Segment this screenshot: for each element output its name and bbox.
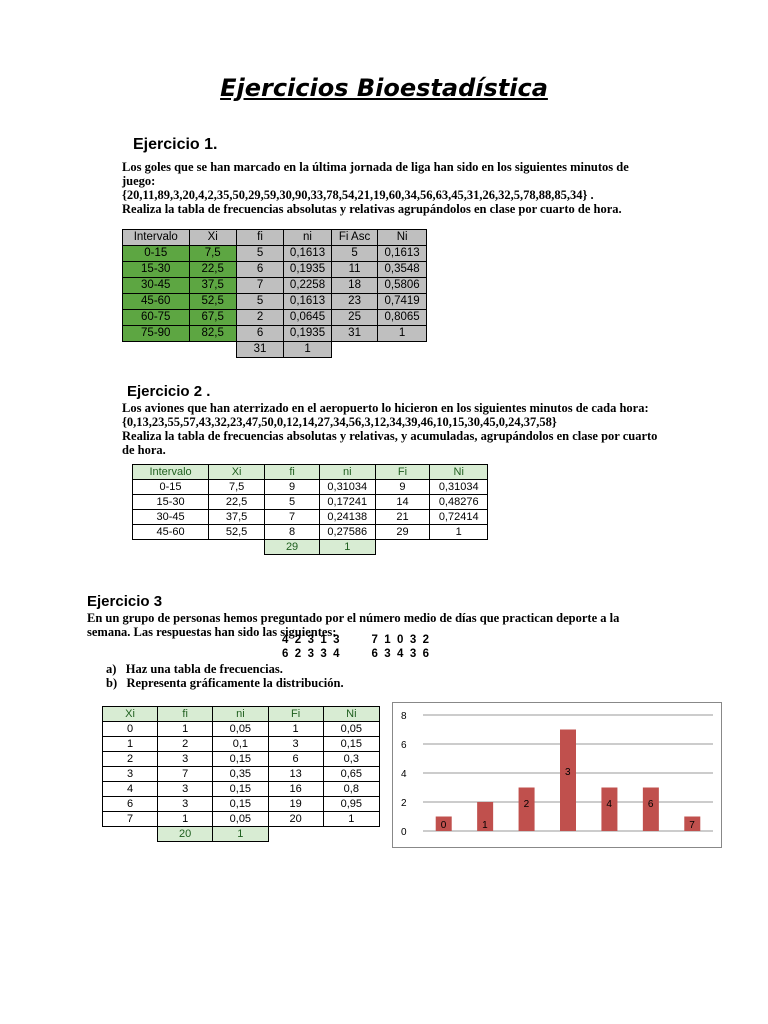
- table-row: [133, 480, 488, 495]
- chart-svg: [393, 703, 721, 847]
- table-cell: 45-60: [133, 525, 209, 540]
- table-cell: 7: [103, 812, 158, 827]
- table-cell: 21: [375, 510, 430, 525]
- table-cell: 0,15: [213, 782, 268, 797]
- table-cell: 1: [323, 812, 379, 827]
- table-cell: 3: [158, 752, 213, 767]
- table-cell: 0,15: [213, 797, 268, 812]
- table-row: [123, 326, 427, 342]
- table-cell: 82,5: [189, 326, 236, 342]
- ex2-line: Realiza la tabla de frecuencias absolutas y relativas, y acumuladas, agrupándolos en clase por cuarto: [122, 429, 658, 443]
- frequency-bar-chart: [392, 702, 722, 848]
- table-cell: 6: [236, 262, 283, 278]
- table-cell: 0,65: [323, 767, 379, 782]
- table-cell: 9: [265, 480, 320, 495]
- table-cell: 5: [265, 495, 320, 510]
- header-cell: Fi: [268, 707, 323, 722]
- table-cell: 52,5: [209, 525, 265, 540]
- table-cell: 8: [265, 525, 320, 540]
- table-row: [103, 722, 380, 737]
- table-cell: 0,15: [213, 752, 268, 767]
- table-cell: 0-15: [123, 246, 190, 262]
- chart-y-tick-label: 8: [401, 711, 407, 722]
- table-cell: 3: [158, 797, 213, 812]
- ex2-heading: Ejercicio 2 .: [127, 383, 211, 400]
- header-cell: fi: [236, 230, 283, 246]
- table-cell: 0,05: [213, 722, 268, 737]
- ex3-numbers-row2: 6 2 3 3 4 6 3 4 3 6: [282, 648, 430, 660]
- table-cell: 52,5: [189, 294, 236, 310]
- table-cell: 45-60: [123, 294, 190, 310]
- table-cell: 0,35: [213, 767, 268, 782]
- table-row: [103, 797, 380, 812]
- chart-y-tick-label: 6: [401, 740, 407, 751]
- ex2-table: [132, 464, 488, 555]
- header-cell: Xi: [103, 707, 158, 722]
- table-cell: 0,5806: [378, 278, 427, 294]
- table-cell: 15-30: [133, 495, 209, 510]
- table-cell: 1: [158, 812, 213, 827]
- chart-bar-label: 1: [482, 820, 488, 831]
- table-header-row: [133, 465, 488, 480]
- table-cell: 22,5: [209, 495, 265, 510]
- total-cell: 20: [158, 827, 213, 842]
- table-cell: 4: [103, 782, 158, 797]
- table-cell: 37,5: [209, 510, 265, 525]
- table-cell: 11: [331, 262, 377, 278]
- table-cell: 0,24138: [319, 510, 375, 525]
- table-cell: 16: [268, 782, 323, 797]
- table-cell: 0,95: [323, 797, 379, 812]
- table-cell: 6: [236, 326, 283, 342]
- table-cell: 5: [236, 294, 283, 310]
- ex3-line: En un grupo de personas hemos preguntado por el número medio de días que practican deporte a la: [87, 611, 620, 625]
- table-cell: 20: [268, 812, 323, 827]
- ex2-line: Los aviones que han aterrizado en el aeropuerto lo hicieron en los siguientes minutos de cada hora:: [122, 401, 649, 415]
- ex3-numbers-row1: 4 2 3 1 3 7 1 0 3 2: [282, 634, 430, 646]
- ex1-line: Los goles que se han marcado en la última jornada de liga han sido en los siguientes minutos de: [122, 160, 629, 174]
- table-cell: 1: [158, 722, 213, 737]
- page-title: Ejercicios Bioestadística: [220, 74, 548, 102]
- table-header-row: [123, 230, 427, 246]
- table-cell: 60-75: [123, 310, 190, 326]
- table-cell: 0,27586: [319, 525, 375, 540]
- chart-bar-label: 4: [606, 799, 612, 811]
- table-row: [103, 767, 380, 782]
- table-cell: 7,5: [189, 246, 236, 262]
- table-row: [123, 310, 427, 326]
- table-row: [123, 262, 427, 278]
- table-cell: 67,5: [189, 310, 236, 326]
- table-cell: 9: [375, 480, 430, 495]
- table-cell: 0,05: [323, 722, 379, 737]
- table-cell: 23: [331, 294, 377, 310]
- table-cell: 0,2258: [284, 278, 332, 294]
- table-row: [103, 737, 380, 752]
- ex1-statement: [122, 160, 682, 216]
- table-cell: 7: [158, 767, 213, 782]
- header-cell: Xi: [189, 230, 236, 246]
- table-cell: 18: [331, 278, 377, 294]
- ex1-heading: Ejercicio 1.: [133, 136, 218, 153]
- table-cell: 0,7419: [378, 294, 427, 310]
- table-cell: 22,5: [189, 262, 236, 278]
- table-cell: 2: [158, 737, 213, 752]
- ex2-line: de hora.: [122, 443, 166, 457]
- table-cell: 0,31034: [430, 480, 488, 495]
- table-cell: 0,8: [323, 782, 379, 797]
- table-cell: 31: [331, 326, 377, 342]
- table-total-row: [133, 540, 488, 555]
- table-cell: 1: [430, 525, 488, 540]
- table-cell: 0,1: [213, 737, 268, 752]
- table-cell: 3: [158, 782, 213, 797]
- ex3-item-a: a) Haz una tabla de frecuencias.: [106, 662, 283, 676]
- table-total-row: [103, 827, 380, 842]
- header-cell: ni: [213, 707, 268, 722]
- table-cell: 13: [268, 767, 323, 782]
- header-cell: Fi: [375, 465, 430, 480]
- table-row: [133, 495, 488, 510]
- table-cell: 0,31034: [319, 480, 375, 495]
- header-cell: Fi Asc: [331, 230, 377, 246]
- chart-bar-label: 0: [440, 820, 447, 831]
- table-cell: 5: [331, 246, 377, 262]
- ex1-line: juego:: [122, 174, 156, 188]
- table-cell: 0,3: [323, 752, 379, 767]
- table-cell: 1: [268, 722, 323, 737]
- table-cell: 7: [265, 510, 320, 525]
- ex3-table: [102, 706, 380, 842]
- table-cell: 25: [331, 310, 377, 326]
- table-cell: 0,1935: [284, 262, 332, 278]
- table-cell: 0,1613: [284, 246, 332, 262]
- table-cell: 15-30: [123, 262, 190, 278]
- ex1-line: Realiza la tabla de frecuencias absolutas y relativas agrupándolos en clase por cuarto de hora.: [122, 202, 622, 216]
- table-row: [123, 278, 427, 294]
- table-row: [123, 294, 427, 310]
- table-cell: 7,5: [209, 480, 265, 495]
- total-cell: 31: [236, 342, 283, 358]
- table-cell: 3: [268, 737, 323, 752]
- table-cell: 7: [236, 278, 283, 294]
- table-cell: 0-15: [133, 480, 209, 495]
- chart-bar: [560, 730, 576, 832]
- header-cell: Ni: [430, 465, 488, 480]
- table-total-row: [123, 342, 427, 358]
- table-cell: 0,1935: [284, 326, 332, 342]
- total-cell: 29: [265, 540, 320, 555]
- table-cell: 0,05: [213, 812, 268, 827]
- table-cell: 19: [268, 797, 323, 812]
- header-cell: fi: [265, 465, 320, 480]
- table-cell: 0,1613: [378, 246, 427, 262]
- table-cell: 14: [375, 495, 430, 510]
- header-cell: Xi: [209, 465, 265, 480]
- chart-bar-label: 2: [523, 799, 530, 811]
- ex3-heading: Ejercicio 3: [87, 593, 163, 610]
- chart-y-tick-label: 0: [401, 827, 407, 838]
- table-cell: 1: [378, 326, 427, 342]
- table-cell: 2: [236, 310, 283, 326]
- table-row: [103, 812, 380, 827]
- header-cell: ni: [284, 230, 332, 246]
- table-cell: 5: [236, 246, 283, 262]
- chart-bar-label: 6: [647, 799, 654, 811]
- table-cell: 37,5: [189, 278, 236, 294]
- table-cell: 6: [268, 752, 323, 767]
- table-cell: 75-90: [123, 326, 190, 342]
- table-cell: 29: [375, 525, 430, 540]
- table-cell: 3: [103, 767, 158, 782]
- table-cell: 0,48276: [430, 495, 488, 510]
- chart-y-tick-label: 4: [401, 769, 407, 780]
- table-row: [133, 525, 488, 540]
- ex3-line: semana. Las respuestas han sido las siguientes:: [87, 625, 337, 639]
- table-cell: 0,17241: [319, 495, 375, 510]
- total-cell: 1: [284, 342, 332, 358]
- table-cell: 0,1613: [284, 294, 332, 310]
- chart-bar-label: 3: [565, 767, 571, 779]
- header-cell: Ni: [378, 230, 427, 246]
- table-cell: 1: [103, 737, 158, 752]
- chart-y-tick-label: 2: [401, 798, 407, 809]
- chart-bar-label: 7: [689, 820, 695, 831]
- header-cell: Intervalo: [133, 465, 209, 480]
- total-cell: 1: [213, 827, 268, 842]
- table-cell: 0,3548: [378, 262, 427, 278]
- ex3-item-b: b) Representa gráficamente la distribución.: [106, 676, 344, 690]
- table-row: [103, 752, 380, 767]
- header-cell: fi: [158, 707, 213, 722]
- table-cell: 0: [103, 722, 158, 737]
- table-cell: 30-45: [123, 278, 190, 294]
- table-row: [103, 782, 380, 797]
- ex2-statement: [122, 401, 692, 457]
- ex1-table: [122, 229, 427, 358]
- total-cell: 1: [319, 540, 375, 555]
- table-cell: 0,72414: [430, 510, 488, 525]
- header-cell: Intervalo: [123, 230, 190, 246]
- table-row: [123, 246, 427, 262]
- table-cell: 2: [103, 752, 158, 767]
- table-header-row: [103, 707, 380, 722]
- table-cell: 0,15: [323, 737, 379, 752]
- header-cell: Ni: [323, 707, 379, 722]
- table-cell: 6: [103, 797, 158, 812]
- ex1-line: {20,11,89,3,20,4,2,35,50,29,59,30,90,33,78,54,21,19,60,34,56,63,45,31,26,32,5,78,88,85,34} .: [122, 188, 594, 202]
- ex2-line: {0,13,23,55,57,43,32,23,47,50,0,12,14,27,34,56,3,12,34,39,46,10,15,30,45,0,24,37,58}: [122, 415, 557, 429]
- table-cell: 0,0645: [284, 310, 332, 326]
- table-cell: 30-45: [133, 510, 209, 525]
- header-cell: ni: [319, 465, 375, 480]
- table-cell: 0,8065: [378, 310, 427, 326]
- table-row: [133, 510, 488, 525]
